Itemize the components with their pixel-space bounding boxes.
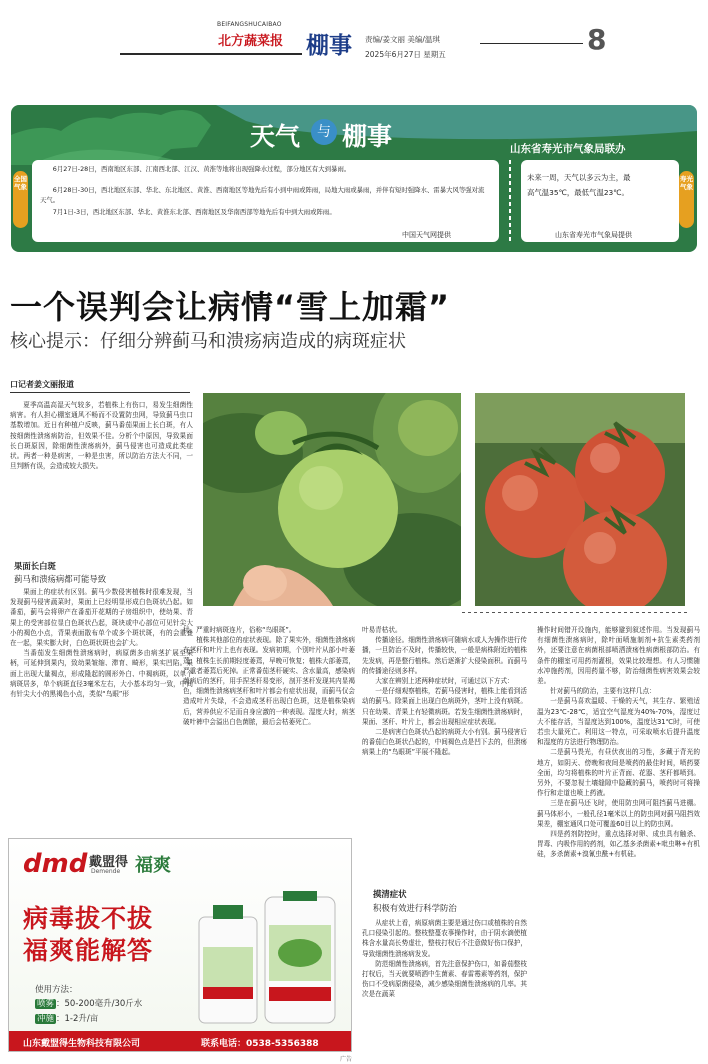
masthead-rule-right bbox=[480, 43, 583, 44]
local-source: 山东省寿光市气象局提供 bbox=[555, 231, 632, 239]
column-3-body-2 bbox=[362, 918, 527, 1060]
paragraph: 二是病害白色斑状凸起的病斑大小有别。蓟马侵害后的番茄白色斑状凸起的，中间褐色点是凹下去的，但溃疡病果上的“鸟眼斑”平展不隆起。 bbox=[362, 728, 527, 757]
local-forecast: 未来一周，天气以多云为主，最高气温35℃，最低气温23℃。 bbox=[527, 173, 631, 197]
section-subheading-1: 蓟马和溃疡病都可能导致 bbox=[14, 574, 107, 584]
spray-tag: 喷雾 bbox=[37, 999, 55, 1009]
paragraph: 叶易青枯状。 bbox=[362, 626, 402, 634]
column-4-body bbox=[537, 625, 700, 1060]
paragraph: 一是蓟马喜欢温暖、干燥的天气，其生存、繁殖适温为23℃-28℃，适宜空气湿度为40%-70%，湿度过大不能存活，当湿度达到100%，温度达31℃时，可使若虫大量死亡。利用这一特点，可采取喷水后提升温度和湿度的方法进行物理防治。 bbox=[537, 697, 700, 747]
ad-brand-logo: dmd bbox=[23, 849, 88, 879]
photo-caption-rule bbox=[462, 612, 688, 613]
bureau-label: 山东省寿光市气象局联办 bbox=[510, 143, 626, 155]
section-heading-1: 果面长白斑 bbox=[14, 561, 56, 571]
green-tomato-image bbox=[203, 393, 461, 606]
column-1-intro bbox=[10, 400, 193, 548]
national-forecast-3: 7月1日-3日，西北地区东部、华北、黄淮东北部、西南地区及华南西部等地先后有中到大雨或阵雨。 bbox=[52, 208, 336, 216]
paper-name: 北方蔬菜报 bbox=[218, 34, 284, 49]
column-2-body bbox=[183, 625, 355, 830]
article-subhead: 核心提示：仔细分辨蓟马和溃疡病造成的病斑症状 bbox=[10, 331, 406, 352]
paragraph: 大家在辨别上述两种症状时，可通过以下方式： bbox=[375, 677, 514, 686]
paragraph: 四是药剂防控时，重点选择对卵、成虫具有触杀、胃毒、内吸作用的药剂，如乙基多杀菌素+吡虫啉+有机硅，多杀菌素+溴氰虫酰+有机硅。 bbox=[537, 830, 700, 859]
ad-brand-cn: 戴盟得 bbox=[89, 855, 129, 870]
ad-phone-label: 联系电话： bbox=[201, 1039, 247, 1049]
column-3-body bbox=[362, 625, 527, 875]
issue-date: 2025年6月27日 星期五 bbox=[365, 50, 446, 59]
paragraph: 状，严重时病斑连片，俗称“鸟眼斑”。 bbox=[183, 626, 296, 634]
ad-product-name: 福爽 bbox=[135, 855, 171, 876]
weather-panel bbox=[11, 105, 697, 252]
paragraph: 二是蓟马畏光，有昼伏夜出的习性，多藏于背光的地方，如阴天、傍晚和夜间是喷药的最佳时间，喷药要全面，均匀将植株的叶片正背面、花器、茎秆都喷到。另外，不要忽视土壤缝隙中隐藏的蓟马，喷药时可将操作行和走道也喷上药液。 bbox=[537, 748, 700, 798]
page-number: 8 bbox=[587, 23, 607, 56]
editors: 责编/姜文丽 美编/温琪 bbox=[365, 35, 440, 44]
paragraph: 夏季高温高湿天气较多，若植株上有伤口，易发生细菌性病害。有人担心棚室通风不畅而不设置防虫网，导致蓟马虫口基数增加。近日有种植户反映，蓟马番茄果面上长白斑，有人按细菌性溃疡病防治，但效果不佳。分析个中原因，导致果面长白斑原因，除细菌性溃疡病外，蓟马侵害也可造成此类症状。两者一种是病害，一种是虫害，所以防治方法大不同，一旦判断有误，会造成较大损失。 bbox=[10, 401, 193, 471]
paper-pinyin: BEIFANGSHUCAIBAO bbox=[217, 21, 282, 28]
paragraph: 果面上的症状有区别。蓟马少数侵害植株时很难发现，当发现蓟马侵害蔬菜时，果面上已经明显形成白色斑状凸起。如番茄，蓟马会将卵产在番茄开花期的子房组织中，使幼果、青果上的受害部位显白色斑状凸起，斑块或中心部位可见针尖大小的褐色小点，背果表面散布单个或多个斑状斑，有的会重叠在一起，果实膨大时，白色斑状斑也会扩大。 bbox=[10, 588, 193, 648]
paragraph: 一是仔细观察植株，若蓟马侵害时，植株上能看到活动的蓟马。除果面上出现白色病斑外，茎叶上没有病斑。只在幼果、青果上有轻微病斑。若发生细菌性溃疡病时，果面、茎秆、叶片上，都会出现相应症状表现。 bbox=[362, 687, 527, 726]
local-weather-tag: 寿光气象 bbox=[679, 171, 694, 228]
paragraph: 植株其他部位的症状表现。除了果实外，细菌性溃疡病在茎秆和叶片上也有表现。发病初期，个别叶片从部小叶萎蔫；植株生长前期轻度萎蔫，早晚可恢复；植株大部萎蔫，严重者萎蔫后死掉。正常番茄茎秆硬实、含水量高，感染病菌病后的茎秆，用手捏茎秆易变形，剖开茎秆发现其内显褐色，细菌性溃疡病茎秆和叶片都会有症状出现，而蓟马仅会造成叶片失绿，不会造成茎秆出现白色斑，这是植株染病后，营养供应不足而自身应激的一种表现。湿度大时，病茎破叶裤中会溢出白色菌脓，最后会枯萎死亡。 bbox=[183, 636, 355, 726]
section-subheading-2: 积极有效进行科学防治 bbox=[373, 903, 457, 913]
ad-tag: 广告 bbox=[340, 1056, 353, 1063]
ad-usage-title: 使用方法： bbox=[35, 985, 78, 995]
ad-usage-flush bbox=[35, 1012, 98, 1024]
spray-dose: ：50-200毫升/30斤水 bbox=[56, 999, 143, 1009]
weather-title-mid: 与 bbox=[311, 119, 337, 145]
weather-title-1: 天气 bbox=[250, 122, 301, 151]
card-divider bbox=[509, 160, 511, 242]
ad-phone[interactable] bbox=[201, 1036, 319, 1049]
ad-phone-number[interactable]: 0538-5356388 bbox=[246, 1039, 319, 1049]
local-weather-card bbox=[521, 160, 679, 242]
red-tomato-image bbox=[475, 393, 685, 606]
ad-slogan-2: 福爽能解答 bbox=[23, 936, 154, 965]
paragraph: 当番茄发生细菌性溃疡病时，病原菌多由病茎扩展至果柄，可延伸到果内，致幼果皱缩、滞育、畸形，果实凹陷。果面上出现大量褐点，形成隆起的圆形外白、中褐病斑，以单个病斑居多，单个病斑直径3毫米左右，大小基本均匀一致，中间有针尖大小的黑褐色小点，类似“鸟眼”形 bbox=[10, 649, 193, 699]
ad-slogan-1: 病毒拔不拔 bbox=[23, 904, 154, 933]
byline-rule bbox=[10, 392, 190, 393]
column-1-body bbox=[10, 587, 193, 830]
national-weather-tag: 全国气象 bbox=[13, 171, 28, 228]
ad-company: 山东戴盟得生物科技有限公司 bbox=[23, 1039, 141, 1049]
national-source: 中国天气网提供 bbox=[402, 231, 451, 239]
section-heading-2: 摸清症状 bbox=[373, 889, 407, 899]
flush-tag: 冲施 bbox=[37, 1014, 55, 1024]
masthead-rule-left bbox=[120, 53, 302, 55]
ad-product-bottles bbox=[193, 891, 343, 1031]
byline: 口记者姜文丽报道 bbox=[10, 380, 74, 389]
paragraph: 传播途径。细菌性溃疡病可随病水或人为操作进行传播，一旦防治不及时，传播较快，一般是病株附近的植株先发病，再是整行植株。然后逐渐扩大侵染面积。而蓟马的传播途径则多样。 bbox=[362, 636, 527, 675]
flush-dose: ：1-2升/亩 bbox=[56, 1014, 99, 1024]
national-weather-card bbox=[32, 160, 499, 242]
weather-title-2: 棚事 bbox=[342, 122, 393, 151]
ad-usage-spray bbox=[35, 997, 142, 1009]
national-forecast-2: 6月28日-30日，西北地区东部、华北、东北地区、黄淮、西南地区等地先后有小到中雨或阵雨，局地大雨或暴雨，并伴有短时强降水、雷暴大风等强对流天气。 bbox=[40, 186, 485, 205]
national-forecast-1: 6月27日-28日，西南地区东部、江南西北部、江汉、黄淮等地将出现强降水过程，部分地区有大到暴雨。 bbox=[52, 165, 351, 173]
article-headline: 一个误判会让病情“雪上加霜” bbox=[10, 288, 451, 326]
advertisement[interactable] bbox=[8, 838, 352, 1052]
paragraph: 从症状上看，病原病菌主要是通过伤口或植株的自然孔口侵染引起的。整枝整蔓农事操作时，由于阴水滴使植株含水量高长势虚壮，整枝打杈后不注意做好伤口保护，导致细菌性溃疡病发发。 bbox=[362, 919, 527, 958]
photo-red-tomato bbox=[475, 393, 685, 606]
paragraph: 操作时间错开设施内，能够避到叙述作用。当发现蓟马有细菌性溃疡病时，除叶面喷施制剂+抗生素类药剂外，还要注意在病菌根部喷洒溃疡性病菌根部防治。有条件的棚室可用药剂灌根，效果比较理想。有人习惯随水冲施药剂，因用药量不够，防治细菌性病害效果会较差。 bbox=[537, 626, 700, 686]
paragraph: 三是在蓟马还飞时，使用防虫网可阻挡蓟马进棚。蓟马体形小，一般孔径1毫米以上的防虫网对蓟马阻挡效果差，棚室通风口处可覆盖60目以上的防虫网。 bbox=[537, 799, 700, 828]
ad-brand-en: Demende bbox=[91, 868, 121, 875]
paragraph: 针对蓟马的防治，主要有这样几点： bbox=[550, 687, 656, 696]
paragraph: 防范细菌性溃疡病，首先注意保护伤口，如番茄整枝打杈后，当天就要喷洒中生菌素、春雷霉素等药剂，保护伤口不受病原菌侵染，减少感染细菌性溃疡病的几率。其次是在蔬菜 bbox=[362, 959, 527, 999]
section-name: 棚事 bbox=[306, 33, 352, 59]
photo-green-tomato bbox=[203, 393, 461, 606]
